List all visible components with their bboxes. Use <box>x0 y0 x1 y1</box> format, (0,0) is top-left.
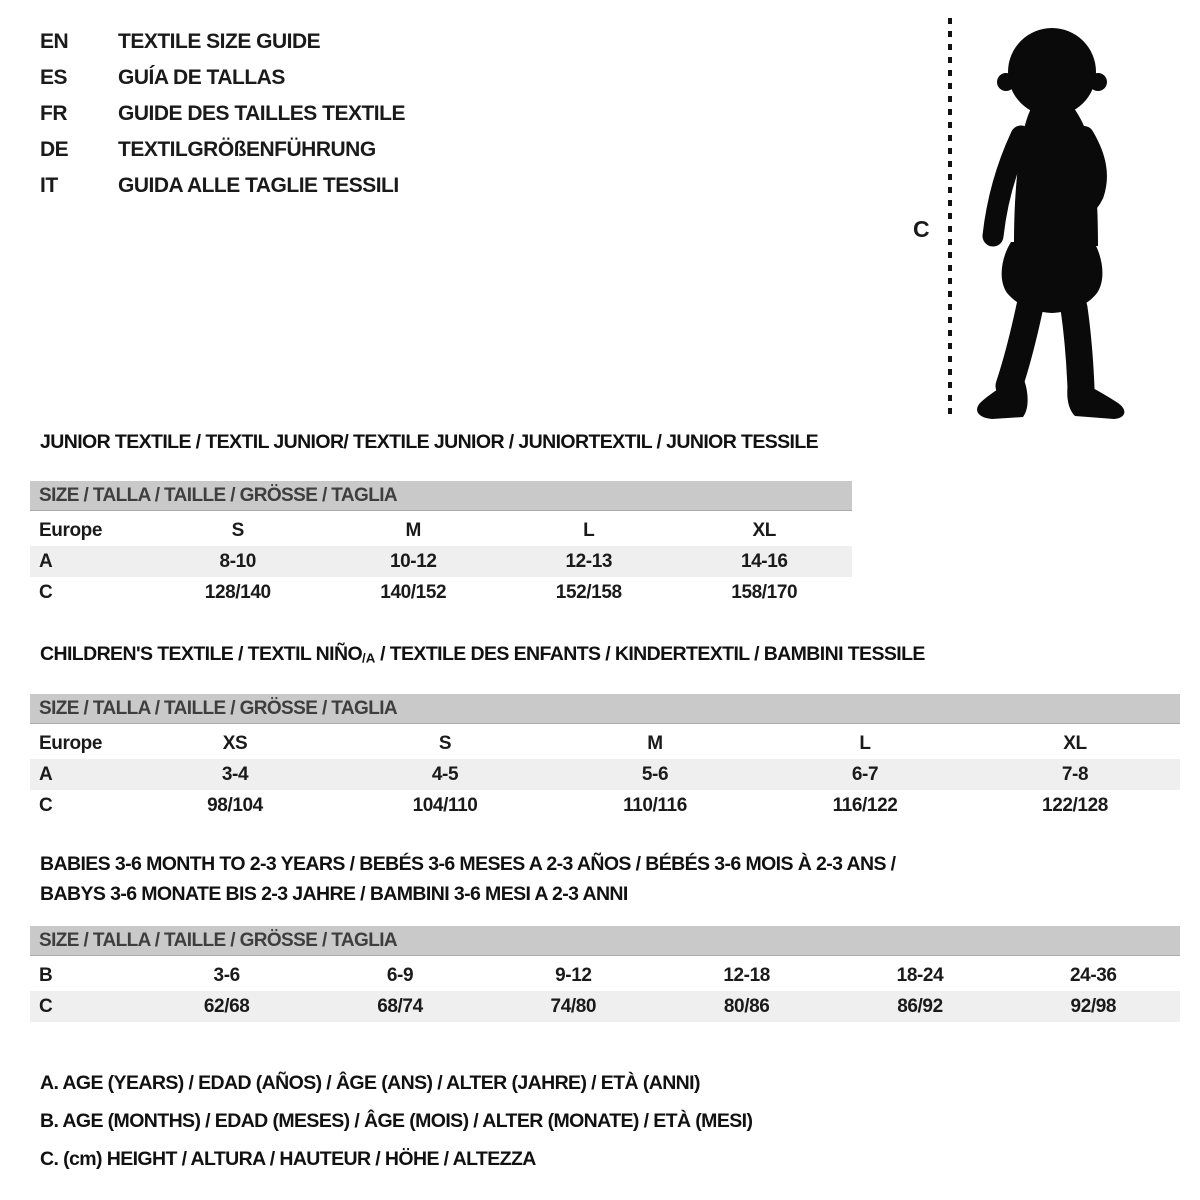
children-title-sub: /A <box>362 650 376 666</box>
row-label: C <box>39 996 53 1017</box>
table-row-height-cm <box>30 577 852 608</box>
guide-title-fr: GUIDE DES TAILLES TEXTILE <box>118 102 405 125</box>
children-title-post: / TEXTILE DES ENFANTS / KINDERTEXTIL / BAMBINI TESSILE <box>375 643 925 665</box>
guide-title-es: GUÍA DE TALLAS <box>118 66 285 89</box>
language-code: DE <box>40 138 69 161</box>
toddler-silhouette-icon <box>967 16 1137 421</box>
legend-age-years: A. AGE (YEARS) / EDAD (AÑOS) / ÂGE (ANS) / ALTER (JAHRE) / ETÀ (ANNI) <box>40 1072 700 1094</box>
age-cell: 12-18 <box>723 965 770 986</box>
guide-title-de: TEXTILGRÖßENFÜHRUNG <box>118 138 376 161</box>
language-row-en <box>40 24 405 60</box>
size-cell: S <box>438 733 452 755</box>
language-code: IT <box>40 174 58 197</box>
age-cell: 8-10 <box>219 551 256 572</box>
language-code: ES <box>40 66 68 89</box>
size-cell: S <box>231 520 244 541</box>
table-row-europe <box>30 515 852 546</box>
height-cell: 140/152 <box>380 582 447 603</box>
age-cell: 6-9 <box>386 965 414 986</box>
measure-legend <box>40 1064 752 1178</box>
section-childrens-textile <box>30 642 1180 821</box>
language-row-fr <box>40 96 405 132</box>
section-babies-textile <box>30 849 1180 1022</box>
section-junior-textile <box>30 430 852 608</box>
language-title-list <box>40 24 405 204</box>
age-cell: 3-4 <box>221 764 249 786</box>
row-label: Europe <box>39 733 103 755</box>
language-code: FR <box>40 102 67 125</box>
table-row-age-years <box>30 546 852 577</box>
table-row-height-cm <box>30 991 1180 1022</box>
size-cell: M <box>405 520 421 541</box>
age-cell: 6-7 <box>851 764 879 786</box>
height-cell: 80/86 <box>723 996 770 1017</box>
junior-section-title: JUNIOR TEXTILE / TEXTIL JUNIOR/ TEXTILE JUNIOR / JUNIORTEXTIL / JUNIOR TESSILE <box>40 431 819 453</box>
height-measure-figure <box>905 16 1190 426</box>
row-label: A <box>39 764 53 786</box>
table-row-europe <box>30 728 1180 759</box>
children-title-pre: CHILDREN'S TEXTILE / TEXTIL NIÑO <box>40 643 363 665</box>
measure-c-label: C <box>913 216 930 242</box>
table-row-age-years <box>30 759 1180 790</box>
age-cell: 9-12 <box>555 965 592 986</box>
language-row-de <box>40 132 405 168</box>
language-code: EN <box>40 30 69 53</box>
height-cell: 152/158 <box>555 582 622 603</box>
height-cell: 62/68 <box>203 996 250 1017</box>
age-cell: 4-5 <box>431 764 459 786</box>
language-row-es <box>40 60 405 96</box>
height-cell: 68/74 <box>377 996 423 1017</box>
age-cell: 14-16 <box>740 551 788 572</box>
age-cell: 7-8 <box>1061 764 1089 786</box>
size-cell: XL <box>1063 733 1087 755</box>
age-cell: 10-12 <box>389 551 437 572</box>
age-cell: 12-13 <box>565 551 613 572</box>
legend-age-months: B. AGE (MONTHS) / EDAD (MESES) / ÂGE (MOIS) / ALTER (MONATE) / ETÀ (MESI) <box>40 1110 753 1132</box>
guide-title-en: TEXTILE SIZE GUIDE <box>118 30 321 53</box>
height-cell: 74/80 <box>550 996 597 1017</box>
babies-section-title-line2: BABYS 3-6 MONATE BIS 2-3 JAHRE / BAMBINI 3-6 MESI A 2-3 ANNI <box>40 883 628 905</box>
language-row-it <box>40 168 405 204</box>
children-section-title <box>30 642 1180 670</box>
row-label: C <box>39 582 53 603</box>
row-label: C <box>39 795 53 817</box>
size-header-bar: SIZE / TALLA / TAILLE / GRÖSSE / TAGLIA <box>30 481 852 511</box>
size-cell: L <box>583 520 595 541</box>
age-cell: 5-6 <box>641 764 669 786</box>
height-cell: 128/140 <box>204 582 271 603</box>
age-cell: 24-36 <box>1070 965 1117 986</box>
size-cell: XS <box>222 733 248 755</box>
height-cell: 86/92 <box>897 996 943 1017</box>
row-label: B <box>39 965 53 986</box>
height-cell: 158/170 <box>731 582 798 603</box>
age-cell: 18-24 <box>896 965 944 986</box>
height-cell: 104/110 <box>412 795 478 817</box>
table-row-age-months <box>30 960 1180 991</box>
height-cell: 110/116 <box>623 795 687 817</box>
height-cell: 98/104 <box>207 795 263 817</box>
size-cell: M <box>647 733 663 755</box>
table-row-height-cm <box>30 790 1180 821</box>
size-header-bar: SIZE / TALLA / TAILLE / GRÖSSE / TAGLIA <box>30 926 1180 956</box>
age-cell: 3-6 <box>213 965 240 986</box>
height-cell: 122/128 <box>1042 795 1108 817</box>
guide-title-it: GUIDA ALLE TAGLIE TESSILI <box>118 174 399 197</box>
size-cell: XL <box>752 520 776 541</box>
legend-height-cm: C. (cm) HEIGHT / ALTURA / HAUTEUR / HÖHE / ALTEZZA <box>40 1148 536 1170</box>
row-label: Europe <box>39 520 103 541</box>
size-header-bar: SIZE / TALLA / TAILLE / GRÖSSE / TAGLIA <box>30 694 1180 724</box>
size-cell: L <box>859 733 871 755</box>
height-dashed-line <box>948 18 952 416</box>
height-cell: 92/98 <box>1070 996 1117 1017</box>
row-label: A <box>39 551 53 572</box>
babies-section-title-line1: BABIES 3-6 MONTH TO 2-3 YEARS / BEBÉS 3-6 MESES A 2-3 AÑOS / BÉBÉS 3-6 MOIS À 2-3 ANS / <box>40 853 896 875</box>
height-cell: 116/122 <box>832 795 898 817</box>
